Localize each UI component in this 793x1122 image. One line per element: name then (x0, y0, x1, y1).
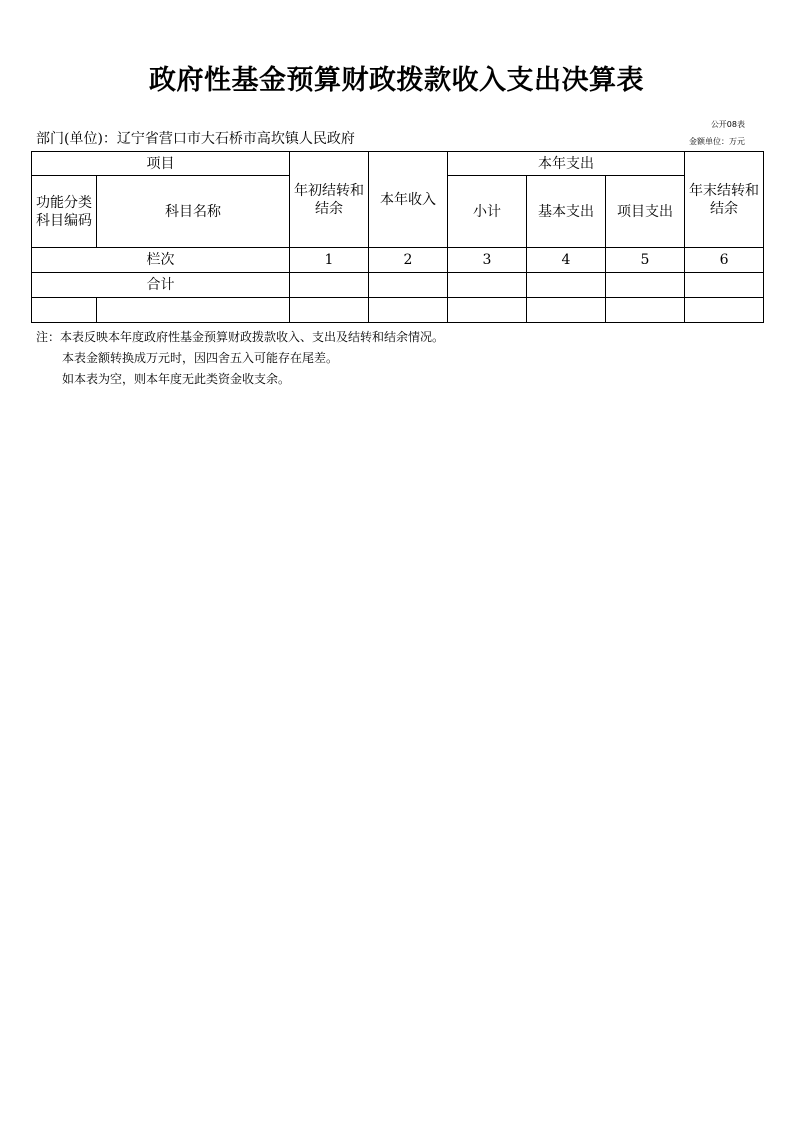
table-cell (290, 273, 369, 298)
form-number: 公开08表 (710, 120, 745, 129)
header-subject-name: 科目名称 (97, 176, 290, 248)
column-index-row (32, 248, 764, 273)
total-label: 合计 (32, 273, 290, 298)
table-cell (527, 273, 606, 298)
amount-unit-label: 金额单位：万元 (689, 137, 745, 146)
table-cell (606, 298, 685, 323)
header-expense-group: 本年支出 (448, 152, 685, 176)
note-line: 注：本表反映本年度政府性基金预算财政拨款收入、支出及结转和结余情况。 (36, 330, 445, 344)
column-index-cell: 6 (685, 248, 764, 273)
department-label: 部门(单位)：辽宁省营口市大石桥市高坎镇人民政府 (36, 131, 355, 147)
table-cell (685, 273, 764, 298)
table-row (32, 298, 764, 323)
column-index-cell: 3 (448, 248, 527, 273)
column-index-cell: 5 (606, 248, 685, 273)
notes (36, 327, 444, 390)
header-project: 项目 (32, 152, 290, 176)
table-cell (369, 298, 448, 323)
table-cell (290, 298, 369, 323)
header-income: 本年收入 (369, 152, 448, 248)
column-index-label: 栏次 (32, 248, 290, 273)
table-cell (606, 273, 685, 298)
table-cell (369, 273, 448, 298)
note-line: 本表金额转换成万元时，因四舍五入可能存在尾差。 (62, 351, 339, 365)
table-cell (448, 273, 527, 298)
table-cell (32, 298, 97, 323)
table-cell (685, 298, 764, 323)
header-opening-balance: 年初结转和结余 (290, 152, 369, 248)
total-row (32, 273, 764, 298)
header-row-1 (32, 152, 764, 176)
note-line: 如本表为空，则本年度无此类资金收支余。 (62, 372, 291, 386)
column-index-cell: 4 (527, 248, 606, 273)
table-cell (448, 298, 527, 323)
table-cell (97, 298, 290, 323)
budget-table (31, 151, 764, 323)
header-basic-expense: 基本支出 (527, 176, 606, 248)
header-subtotal: 小计 (448, 176, 527, 248)
table-cell (527, 298, 606, 323)
page-title: 政府性基金预算财政拨款收入支出决算表 (149, 65, 644, 96)
header-closing-balance: 年末结转和结余 (685, 152, 764, 248)
column-index-cell: 1 (290, 248, 369, 273)
header-project-expense: 项目支出 (606, 176, 685, 248)
header-func-code: 功能分类科目编码 (32, 176, 97, 248)
column-index-cell: 2 (369, 248, 448, 273)
